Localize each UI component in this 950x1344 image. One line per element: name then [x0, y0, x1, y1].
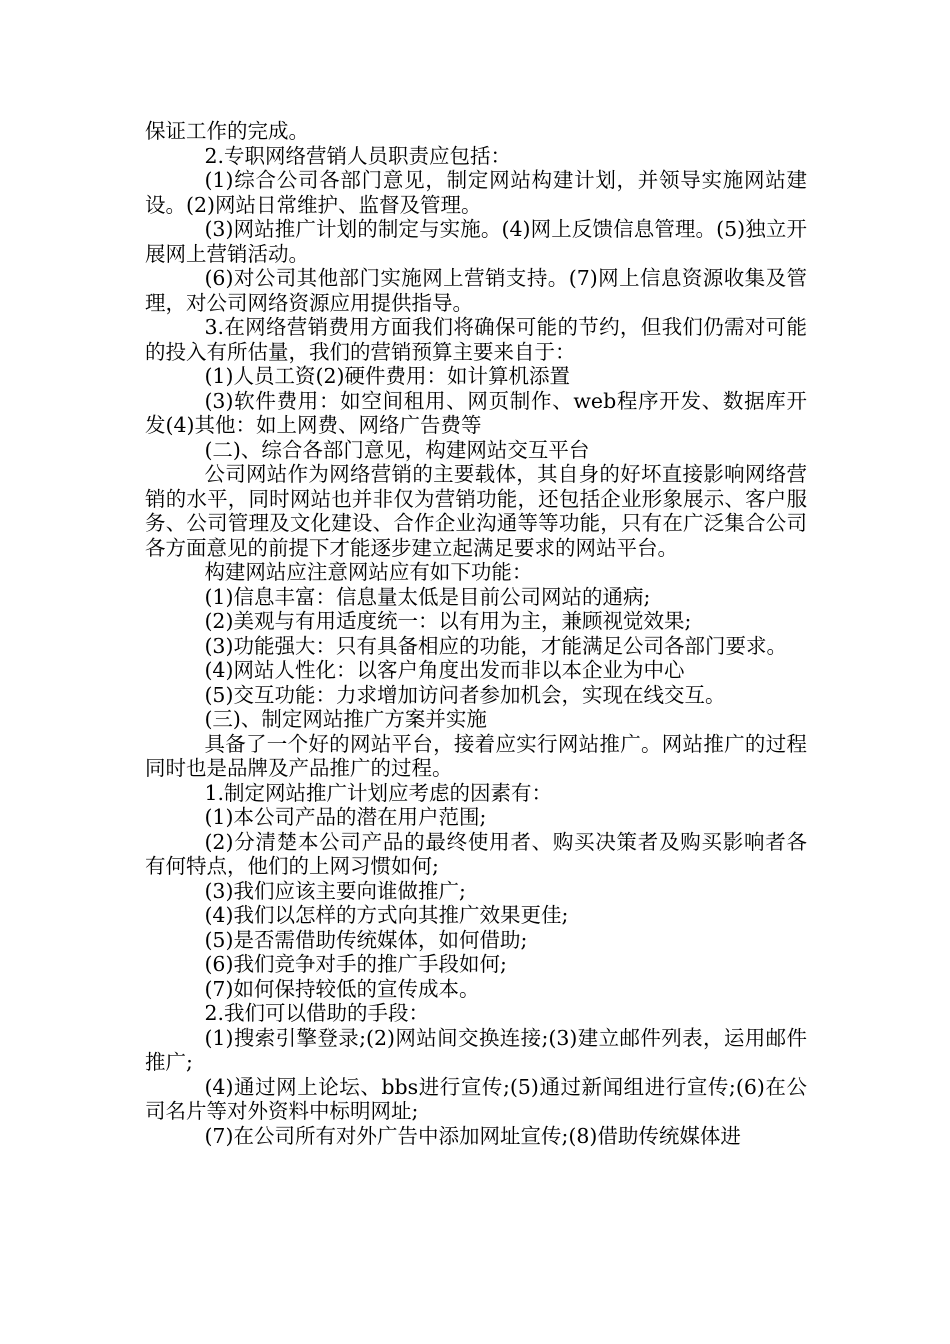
list-item: (5)是否需借助传统媒体，如何借助; — [204, 927, 528, 952]
paragraph: (3)网站推广计划的制定与实施。(4)网上反馈信息管理。(5)独立开展网上营销活动。 — [145, 217, 807, 266]
list-item: (7)在公司所有对外广告中添加网址宣传;(8)借助传统媒体进 — [204, 1123, 741, 1148]
list-item: (4)我们以怎样的方式向其推广效果更佳; — [204, 903, 569, 927]
list-item: (4)网站人性化：以客户角度出发而非以本企业为中心 — [204, 658, 685, 682]
list-item: (4)通过网上论坛、bbs进行宣传;(5)通过新闻组进行宣传;(6)在公司名片等对外资料中标明网址; — [145, 1074, 807, 1123]
list-item: (2)美观与有用适度统一：以有用为主，兼顾视觉效果; — [204, 609, 692, 633]
paragraph: (1)人员工资(2)硬件费用：如计算机添置 — [204, 364, 571, 388]
list-item: (3)我们应该主要向谁做推广; — [204, 878, 466, 903]
list-item: (1)搜索引擎登录;(2)网站间交换连接;(3)建立邮件列表，运用邮件推广; — [145, 1025, 807, 1074]
paragraph: 公司网站作为网络营销的主要载体，其自身的好坏直接影响网络营销的水平，同时网站也并非仅为营销功能，还包括企业形象展示、客户服务、公司管理及文化建设、合作企业沟通等等功能，只有在广泛集合公司各方面意见的前提下才能逐步建立起满足要求的网站平台。 — [145, 462, 807, 560]
paragraph: 3.在网络营销费用方面我们将确保可能的节约，但我们仍需对可能的投入有所估量，我们的营销预算主要来自于： — [145, 315, 807, 364]
paragraph: (1)综合公司各部门意见，制定网站构建计划，并领导实施网站建设。(2)网站日常维护、监督及管理。 — [145, 168, 807, 217]
list-item: (7)如何保持较低的宣传成本。 — [204, 976, 480, 1001]
paragraph: 具备了一个好的网站平台，接着应实行网站推广。网站推广的过程同时也是品牌及产品推广的过程。 — [145, 731, 807, 780]
section-heading: (二)、综合各部门意见，构建网站交互平台 — [204, 437, 590, 462]
paragraph: 保证工作的完成。 — [145, 119, 309, 143]
paragraph: 2.专职网络营销人员职责应包括： — [204, 143, 511, 168]
paragraph: 1.制定网站推广计划应考虑的因素有： — [204, 780, 552, 805]
list-item: (1)本公司产品的潜在用户范围; — [204, 805, 487, 829]
list-item: (1)信息丰富：信息量太低是目前公司网站的通病; — [204, 584, 651, 609]
paragraph: (3)软件费用：如空间租用、网页制作、web程序开发、数据库开发(4)其他：如上网费、网络广告费等 — [145, 388, 807, 437]
list-item: (5)交互功能：力求增加访问者参加机会，实现在线交互。 — [204, 682, 726, 707]
list-item: (6)我们竞争对手的推广手段如何; — [204, 952, 507, 976]
list-item: (2)分清楚本公司产品的最终使用者、购买决策者及购买影响者各有何特点，他们的上网习惯如何; — [145, 829, 807, 878]
list-item: (3)功能强大：只有具备相应的功能，才能满足公司各部门要求。 — [204, 633, 787, 658]
paragraph: (6)对公司其他部门实施网上营销支持。(7)网上信息资源收集及管理，对公司网络资源应用提供指导。 — [145, 266, 807, 315]
document-body — [145, 119, 807, 1148]
section-heading: (三)、制定网站推广方案并实施 — [204, 707, 487, 731]
paragraph: 构建网站应注意网站应有如下功能： — [204, 560, 533, 584]
paragraph: 2.我们可以借助的手段： — [204, 1001, 429, 1025]
